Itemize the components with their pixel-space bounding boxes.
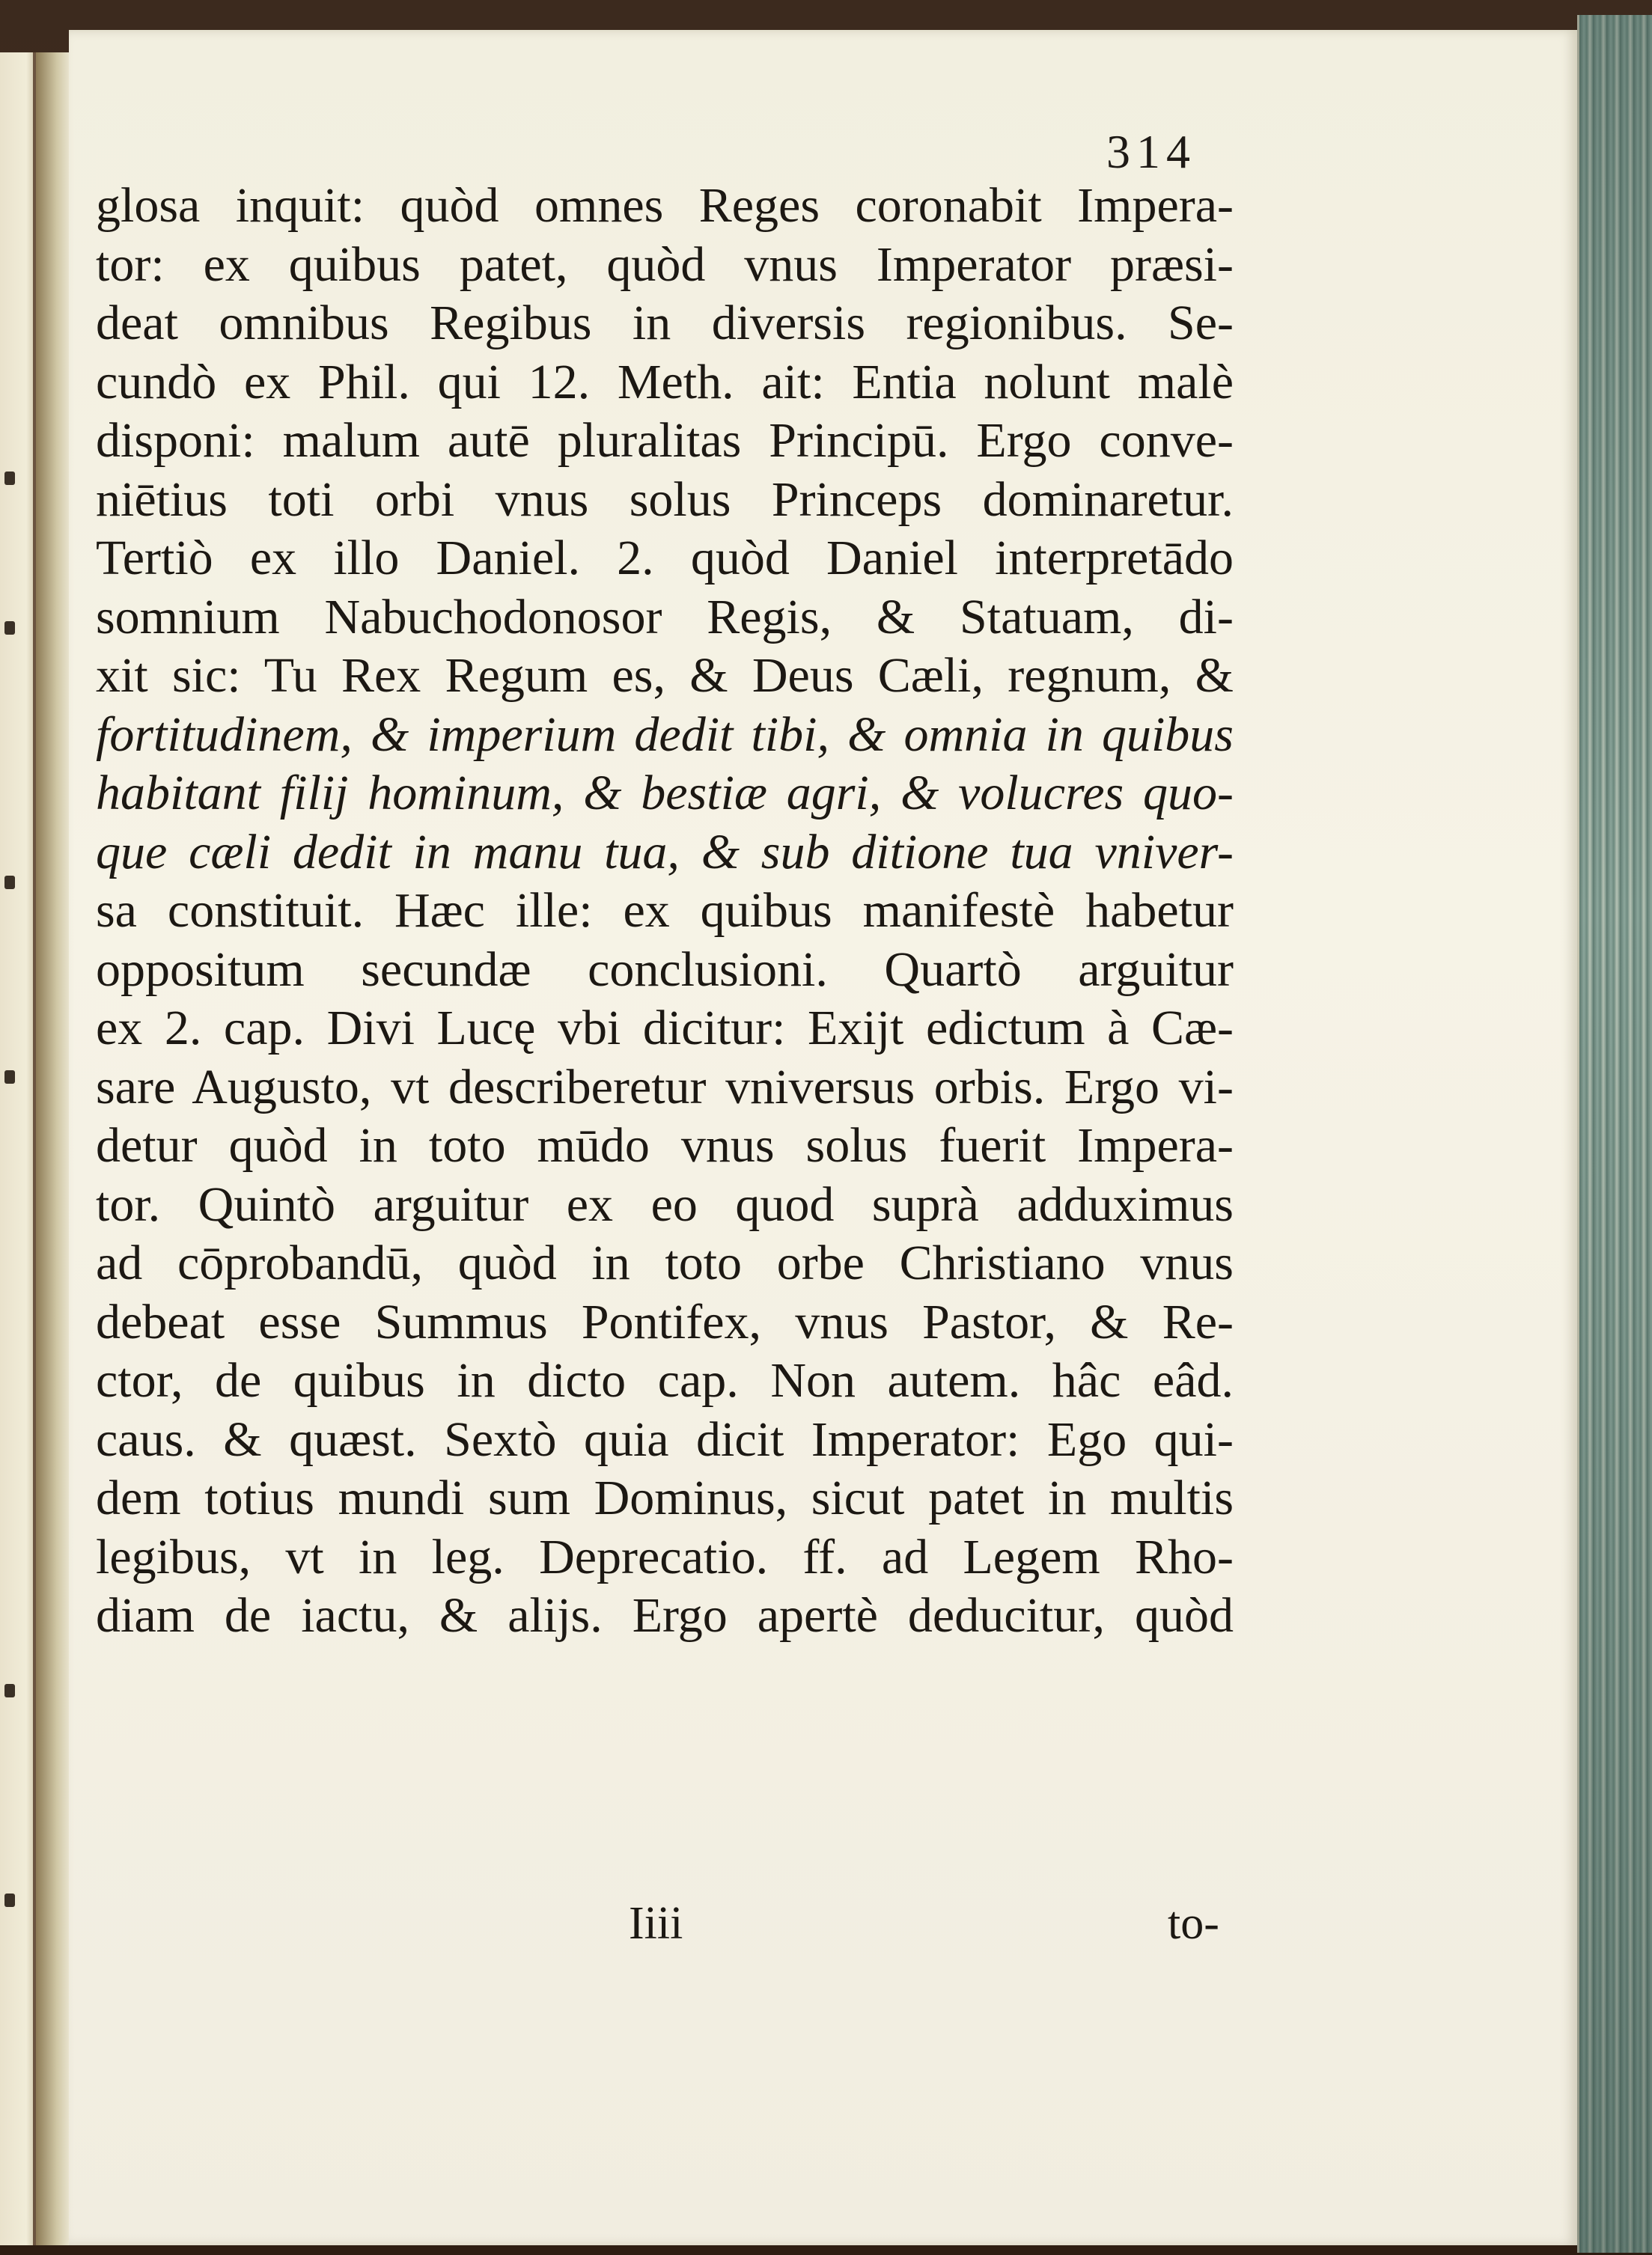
text-line: oppositum secundæ conclusioni. Quartò arguitur xyxy=(96,942,1234,997)
text-line: niētius toti orbi vnus solus Princeps dominaretur. xyxy=(96,472,1234,527)
facing-page-ink-mark xyxy=(4,472,15,485)
catchword: to- xyxy=(1168,1898,1219,1949)
text-line: legibus, vt in leg. Deprecatio. ff. ad Legem Rho- xyxy=(96,1529,1234,1584)
text-line: habitant filij hominum, & bestiæ agri, & volucres quo- xyxy=(96,766,1234,820)
facing-page-ink-mark xyxy=(4,1684,15,1697)
text-line: disponi: malum autē pluralitas Principū. Ergo conve- xyxy=(96,413,1234,468)
text-line: dem totius mundi sum Dominus, sicut patet in multis xyxy=(96,1471,1234,1525)
text-line: sa constituit. Hæc ille: ex quibus manifestè habetur xyxy=(96,883,1234,938)
text-line: glosa inquit: quòd omnes Reges coronabit Impera- xyxy=(96,178,1234,233)
text-line: debeat esse Summus Pontifex, vnus Pastor, & Re- xyxy=(96,1294,1234,1349)
facing-page-ink-mark xyxy=(4,621,15,635)
text-line: xit sic: Tu Rex Regum es, & Deus Cæli, regnum, & xyxy=(96,648,1234,703)
text-line: ctor, de quibus in dicto cap. Non autem. hâc eâd. xyxy=(96,1353,1234,1408)
text-line: caus. & quæst. Sextò quia dicit Imperator: Ego qui- xyxy=(96,1412,1234,1467)
facing-page-edge xyxy=(0,52,36,2245)
facing-page-ink-mark xyxy=(4,1894,15,1907)
signature-mark: Iiii xyxy=(629,1898,683,1949)
text-line: sare Augusto, vt describeretur vniversus orbis. Ergo vi- xyxy=(96,1059,1234,1114)
text-line: ad cōprobandū, quòd in toto orbe Christiano vnus xyxy=(96,1236,1234,1290)
page-gutter-shadow xyxy=(36,52,70,2245)
text-line: fortitudinem, & imperium dedit tibi, & omnia in quibus xyxy=(96,707,1234,762)
text-line: deat omnibus Regibus in diversis regionibus. Se- xyxy=(96,296,1234,350)
text-line: tor: ex quibus patet, quòd vnus Imperator præsi- xyxy=(96,237,1234,292)
text-line: ex 2. cap. Divi Lucę vbi dicitur: Exijt edictum à Cæ- xyxy=(96,1001,1234,1055)
text-line: Tertiò ex illo Daniel. 2. quòd Daniel interpretādo xyxy=(96,531,1234,585)
body-text xyxy=(96,177,1234,1646)
text-line: tor. Quintò arguitur ex eo quod suprà adduximus xyxy=(96,1177,1234,1232)
fore-edge-shading xyxy=(1577,15,1652,2253)
facing-page-ink-mark xyxy=(4,1070,15,1084)
text-line: detur quòd in toto mūdo vnus solus fuerit Impera- xyxy=(96,1118,1234,1173)
text-line: que cæli dedit in manu tua, & sub ditione tua vniver- xyxy=(96,824,1234,879)
text-line: cundò ex Phil. qui 12. Meth. ait: Entia nolunt malè xyxy=(96,354,1234,409)
text-line: somnium Nabuchodonosor Regis, & Statuam, di- xyxy=(96,589,1234,644)
text-line: diam de iactu, & alijs. Ergo apertè deducitur, quòd xyxy=(96,1588,1234,1643)
facing-page-ink-mark xyxy=(4,876,15,889)
page-number: 314 xyxy=(1106,125,1196,178)
